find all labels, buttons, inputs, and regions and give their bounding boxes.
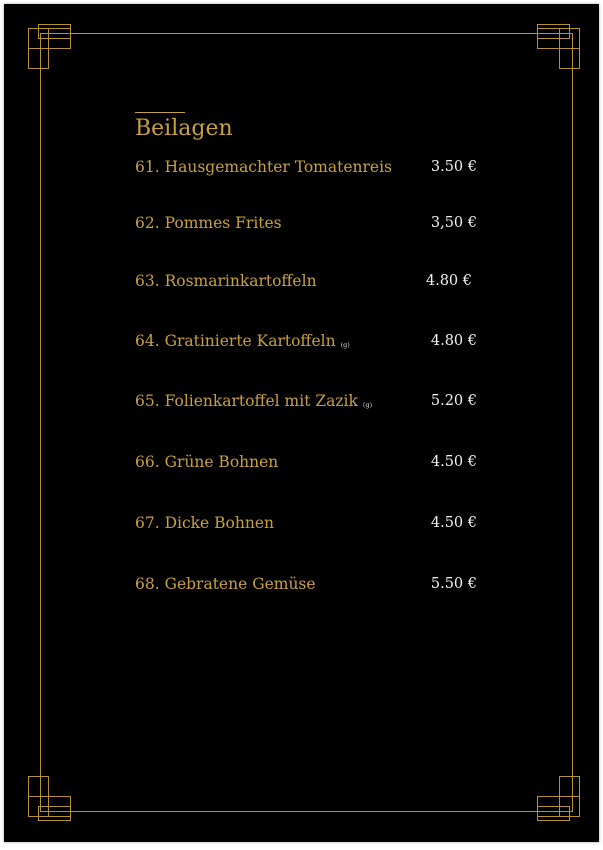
menu-item — [135, 453, 480, 477]
corner-ornament-top-left-icon — [28, 24, 74, 70]
menu-item-price: 4.80 € — [425, 273, 472, 289]
section-title: Beilagen — [135, 116, 233, 141]
corner-ornament-bottom-left-icon — [28, 776, 74, 822]
menu-item-price: 3.50 € — [430, 159, 477, 175]
menu-item — [135, 392, 480, 416]
menu-item — [135, 575, 480, 599]
menu-item — [135, 158, 480, 182]
corner-ornament-top-right-icon — [535, 24, 581, 70]
menu-item-price: 3,50 € — [430, 215, 477, 231]
menu-item-name: 61. Hausgemachter Tomatenreis — [135, 158, 392, 176]
menu-item-name: 68. Gebratene Gemüse — [135, 575, 316, 593]
menu-item — [135, 514, 480, 538]
corner-ornament-bottom-right-icon — [535, 776, 581, 822]
allergen-note: (g) — [362, 401, 373, 409]
menu-item — [135, 272, 480, 296]
menu-item-name: 64. Gratinierte Kartoffeln — [135, 332, 336, 350]
menu-item — [135, 332, 480, 356]
allergen-note: (g) — [340, 341, 350, 349]
menu-item-name: 67. Dicke Bohnen — [135, 514, 274, 532]
menu-item-price: 4.50 € — [430, 515, 477, 531]
decorative-frame — [40, 33, 573, 812]
menu-item — [135, 214, 480, 238]
heading-divider — [135, 112, 185, 113]
menu-item-name: 65. Folienkartoffel mit Zazik — [135, 392, 358, 410]
menu-item-price: 5.20 € — [430, 393, 477, 409]
menu-item-price: 4.80 € — [430, 333, 477, 349]
menu-item-name: 63. Rosmarinkartoffeln — [135, 272, 317, 290]
menu-page — [4, 4, 599, 842]
menu-item-name: 66. Grüne Bohnen — [135, 453, 279, 471]
menu-item-price: 5.50 € — [430, 576, 477, 592]
menu-item-name: 62. Pommes Frites — [135, 214, 282, 232]
menu-item-price: 4.50 € — [430, 454, 477, 470]
